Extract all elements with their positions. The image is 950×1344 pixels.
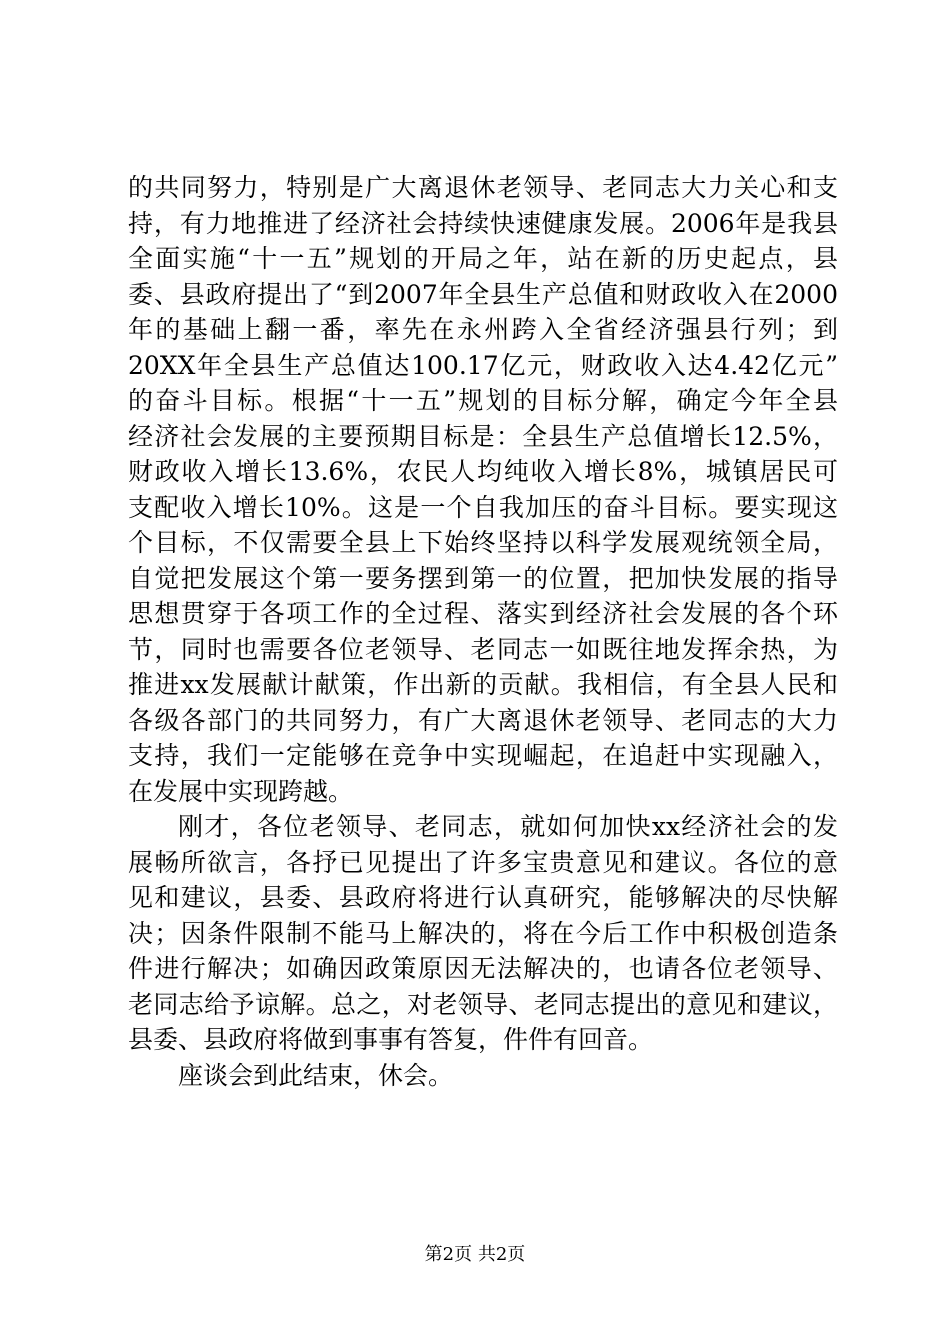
body-line: 支持，我们一定能够在竞争中实现崛起，在追赶中实现融入， bbox=[128, 741, 838, 770]
body-line: 刚才，各位老领导、老同志，就如何加快xx经济社会的发 bbox=[178, 812, 838, 841]
body-line: 20XX年全县生产总值达100.17亿元，财政收入达4.42亿元” bbox=[128, 350, 838, 380]
body-line: 自觉把发展这个第一要务摆到第一的位置，把加快发展的指导 bbox=[128, 563, 838, 593]
body-line: 持，有力地推进了经济社会持续快速健康发展。2006年是我县 bbox=[128, 208, 838, 238]
body-line: 座谈会到此结束，休会。 bbox=[178, 1060, 454, 1090]
body-line: 见和建议，县委、县政府将进行认真研究，能够解决的尽快解 bbox=[128, 883, 838, 912]
document-body bbox=[128, 170, 838, 1093]
body-line: 经济社会发展的主要预期目标是：全县生产总值增长12.5%， bbox=[128, 421, 838, 451]
body-line: 的奋斗目标。根据“十一五”规划的目标分解，确定今年全县 bbox=[128, 386, 838, 415]
body-line: 节，同时也需要各位老领导、老同志一如既往地发挥余热，为 bbox=[128, 634, 838, 664]
body-line: 年的基础上翻一番，率先在永州跨入全省经济强县行列；到 bbox=[128, 315, 838, 344]
body-line: 各级各部门的共同努力，有广大离退休老领导、老同志的大力 bbox=[128, 705, 838, 735]
body-line: 支配收入增长10%。这是一个自我加压的奋斗目标。要实现这 bbox=[128, 492, 838, 522]
body-line: 的共同努力，特别是广大离退休老领导、老同志大力关心和支 bbox=[128, 173, 838, 202]
body-line: 展畅所欲言，各抒已见提出了许多宝贵意见和建议。各位的意 bbox=[128, 847, 838, 877]
body-line: 老同志给予谅解。总之，对老领导、老同志提出的意见和建议， bbox=[128, 989, 838, 1019]
body-line: 在发展中实现跨越。 bbox=[128, 776, 354, 806]
body-line: 思想贯穿于各项工作的全过程、落实到经济社会发展的各个环 bbox=[128, 599, 838, 628]
body-line: 决；因条件限制不能马上解决的，将在今后工作中积极创造条 bbox=[128, 918, 838, 948]
body-line: 县委、县政府将做到事事有答复，件件有回音。 bbox=[128, 1025, 654, 1054]
body-line: 推进xx发展献计献策，作出新的贡献。我相信，有全县人民和 bbox=[128, 670, 838, 699]
body-line: 个目标，不仅需要全县上下始终坚持以科学发展观统领全局， bbox=[128, 528, 838, 557]
page-footer: 第2页 共2页 bbox=[424, 1244, 526, 1265]
body-line: 财政收入增长13.6%，农民人均纯收入增长8%，城镇居民可 bbox=[128, 457, 838, 486]
body-line: 委、县政府提出了“到2007年全县生产总值和财政收入在2000 bbox=[128, 279, 838, 309]
body-line: 全面实施“十一五”规划的开局之年，站在新的历史起点，县 bbox=[128, 244, 838, 273]
body-line: 件进行解决；如确因政策原因无法解决的，也请各位老领导、 bbox=[128, 954, 838, 983]
